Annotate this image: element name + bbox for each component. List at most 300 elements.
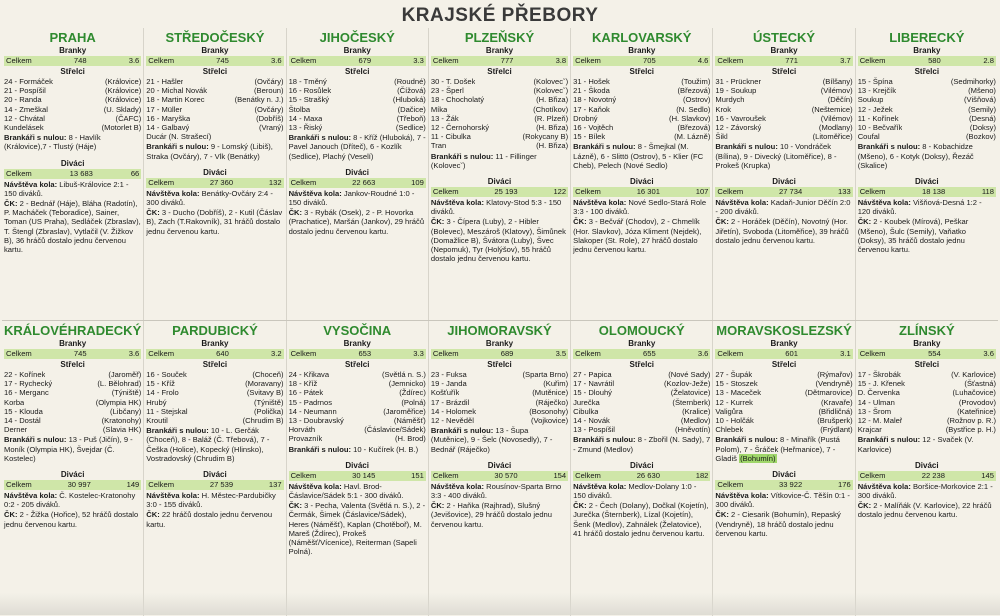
goals-average-value: 3.6 bbox=[983, 349, 994, 358]
scorer-row bbox=[146, 123, 283, 132]
scorer-name: 21 - Pospíšil bbox=[4, 86, 46, 96]
scorer-club: (Jaroměřice) bbox=[383, 406, 426, 416]
scorer-row bbox=[289, 77, 426, 86]
scorer-name: 16 - Vavroušek bbox=[715, 113, 766, 123]
red-cards-label: ČK: bbox=[715, 510, 729, 520]
red-cards-label: ČK: bbox=[430, 217, 445, 227]
spectators-total-line bbox=[431, 471, 568, 481]
scorers-heading: Střelci bbox=[60, 360, 85, 369]
spectators-total-value: 22 238 bbox=[921, 470, 945, 480]
spectators-total-value: 22 663 bbox=[352, 177, 376, 187]
scorer-row bbox=[4, 370, 141, 379]
goals-total-label: Celkem bbox=[432, 56, 459, 65]
scorer-club: (Beroun) bbox=[254, 86, 284, 96]
scorer-club: (Kolovecˇ) bbox=[533, 86, 569, 96]
spectators-heading: Diváci bbox=[60, 158, 85, 168]
spectators-average-value: 109 bbox=[411, 177, 424, 187]
scorer-name: 13 - Maceček bbox=[715, 388, 761, 398]
round-attendance-text: Návštěva kola: Havl. Brod-Čáslavice/Sádek 5:1 - 300 diváků. bbox=[288, 481, 404, 501]
scorer-club: (Vilémov) bbox=[820, 113, 853, 123]
scorer-name: 18 - Kříž bbox=[288, 379, 318, 389]
goals-total-label: Celkem bbox=[290, 349, 317, 358]
region-name: PARDUBICKÝ bbox=[172, 323, 258, 338]
scorer-name: 12 - Závorský bbox=[715, 123, 762, 133]
scorer-club: (H. Brod) bbox=[395, 434, 426, 444]
clean-sheets-text: Brankáři s nulou: 10 - Kučírek (H. B.) bbox=[288, 444, 419, 454]
scorer-club: (R. Plzeň) bbox=[534, 113, 569, 123]
scorer-row bbox=[146, 114, 283, 123]
goals-total-value: 580 bbox=[928, 56, 941, 65]
scorer-club: (U. Sklady) bbox=[103, 104, 142, 114]
goals-average-value: 3.2 bbox=[271, 349, 282, 358]
scorer-row bbox=[573, 370, 710, 379]
scorer-row bbox=[858, 388, 996, 397]
scorer-row bbox=[858, 95, 996, 104]
scorer-row bbox=[4, 105, 141, 114]
spectators-total-label: Celkem bbox=[859, 470, 886, 480]
region-column bbox=[571, 28, 713, 320]
scorers-heading: Střelci bbox=[202, 67, 228, 76]
scorer-club: (Březová) bbox=[677, 86, 711, 96]
scorer-row bbox=[858, 407, 996, 416]
scorer-club: (Dětmarovice) bbox=[805, 388, 853, 398]
scorer-club: (Vilémov) bbox=[820, 86, 853, 96]
scorer-club: (Bozkov) bbox=[966, 132, 996, 142]
region-column bbox=[713, 321, 855, 616]
clean-sheets-label: Brankáři s nulou: bbox=[146, 142, 209, 152]
spectators-heading: Diváci bbox=[203, 167, 227, 177]
goals-average-value: 3.6 bbox=[128, 349, 140, 358]
spectators-total-label: Celkem bbox=[432, 187, 459, 197]
scorer-club: (H. Břiza) bbox=[536, 141, 569, 151]
spectators-heading: Diváci bbox=[345, 167, 369, 177]
goals-total-label: Celkem bbox=[575, 349, 601, 358]
round-attendance-text: Návštěva kola: Benátky-Ovčáry 2:4 - 300 diváků. bbox=[146, 188, 273, 208]
scorer-row bbox=[431, 416, 568, 425]
scorer-name: 11 - Cibulka bbox=[430, 132, 471, 142]
scorer-row bbox=[4, 425, 141, 434]
clean-sheets-label: Brankáři s nulou: bbox=[146, 426, 209, 436]
red-cards-text: ČK: 2 - Ciesarik (Bohumín), Repaský (Vendryně), 18 hráčů dostalo jednu červenou kartu. bbox=[715, 510, 841, 538]
scorer-name: 13 - Žák bbox=[430, 113, 459, 123]
scorers-heading: Střelci bbox=[60, 67, 85, 76]
goals-average-value: 3.1 bbox=[840, 349, 851, 358]
scorer-name: 15 - Špína bbox=[857, 77, 893, 86]
scorer-row bbox=[715, 132, 852, 141]
scorer-club: (Polička) bbox=[254, 406, 284, 416]
scorer-name: 14 - Dostál bbox=[4, 416, 41, 426]
spectators-total-line bbox=[4, 169, 141, 179]
scorer-club: (Litoměřice) bbox=[812, 132, 853, 142]
scorer-club: (Kratonohy) bbox=[101, 416, 142, 426]
scorer-row bbox=[146, 370, 283, 379]
scorer-club: (Břidličná) bbox=[818, 406, 853, 416]
round-attendance-label: Návštěva kola: bbox=[288, 481, 342, 491]
scorer-club: (Rožnov p. R.) bbox=[947, 416, 996, 426]
scorer-name: 16 - Souček bbox=[146, 370, 187, 379]
clean-sheets-text: Brankáři s nulou: 8 - Kříž (Hluboká), 7 - Pavel Janouch (Dříteč), 6 - Kozlík (Sedlice), Plachý (Veselí) bbox=[288, 133, 426, 161]
goals-total-value: 748 bbox=[73, 56, 87, 65]
scorer-name: 10 - Holčák bbox=[715, 416, 754, 426]
scorer-name: Cibulka bbox=[573, 406, 599, 416]
scorer-name: 16 - Merganc bbox=[4, 388, 49, 398]
spectators-total-line bbox=[289, 178, 426, 188]
red-cards-text: ČK: 2 - Malíňák (V. Karlovice), 22 hráčů dostalo jednu červenou kartu. bbox=[857, 501, 992, 520]
goals-total-line bbox=[573, 56, 710, 66]
scorer-row bbox=[858, 425, 996, 434]
scorer-row bbox=[715, 95, 852, 104]
highlighted-club: (Bohumín) bbox=[740, 453, 776, 463]
scorer-club: (V. Karlovice) bbox=[951, 370, 996, 379]
goals-total-value: 689 bbox=[500, 349, 514, 358]
goals-average-value: 3.8 bbox=[555, 56, 567, 65]
region-name: ZLÍNSKÝ bbox=[899, 323, 955, 338]
region-row bbox=[2, 321, 998, 616]
scorer-name: Krajcar bbox=[857, 425, 882, 435]
scorer-club: (H. Břiza) bbox=[536, 95, 569, 105]
scorer-club: (Motorlet B) bbox=[101, 123, 142, 133]
spectators-average-value: 154 bbox=[553, 470, 567, 480]
scorer-name: 14 - Frolo bbox=[146, 388, 179, 398]
spectators-total-line bbox=[858, 187, 996, 197]
scorer-row bbox=[573, 398, 710, 407]
goals-total-label: Celkem bbox=[148, 56, 175, 65]
scorer-row bbox=[289, 416, 426, 425]
scorer-row bbox=[858, 105, 996, 114]
scorers-heading: Střelci bbox=[914, 360, 940, 369]
goals-total-label: Celkem bbox=[6, 56, 32, 65]
scorer-club: (Jaroměř) bbox=[108, 370, 142, 379]
scorer-row bbox=[858, 416, 996, 425]
clean-sheets-text: Brankáři s nulou: 8 - Minařík (Pustá Polom), 7 - Šráček (Heřmanice), 7 - Gladiš (Bohumín) bbox=[715, 435, 840, 463]
region-column bbox=[287, 28, 429, 320]
spectators-heading: Diváci bbox=[915, 460, 939, 470]
scorer-name: 14 - Galbavý bbox=[146, 123, 190, 133]
round-attendance-label: Návštěva kola: bbox=[573, 198, 627, 208]
scorer-club: (Bystřice p. H.) bbox=[945, 425, 996, 435]
round-attendance-label: Návštěva kola: bbox=[857, 481, 911, 491]
scorer-row bbox=[4, 388, 141, 397]
scorer-name: 17 - Škrobák bbox=[857, 370, 901, 379]
scorer-club: (Světlá n. S.) bbox=[381, 370, 426, 379]
round-attendance-label: Návštěva kola: bbox=[430, 198, 485, 208]
scorer-name: 22 - Kořínek bbox=[4, 370, 46, 379]
scorer-club: (Ovčáry) bbox=[254, 77, 284, 86]
goals-total-value: 705 bbox=[643, 56, 656, 65]
clean-sheets-label: Brankáři s nulou: bbox=[4, 435, 67, 445]
scorer-name: Provazník bbox=[288, 434, 323, 444]
scorers-heading: Střelci bbox=[914, 67, 940, 76]
scorer-name: Drobný bbox=[573, 113, 598, 123]
scorer-row bbox=[146, 379, 283, 388]
scorer-row bbox=[573, 95, 710, 104]
goals-heading: Branky bbox=[485, 339, 514, 348]
spectators-total-value: 26 630 bbox=[636, 470, 660, 480]
scorers-heading: Střelci bbox=[629, 67, 654, 76]
region-name: KRÁLOVÉHRADECKÝ bbox=[4, 323, 142, 338]
goals-total-line bbox=[431, 349, 568, 359]
region-column bbox=[144, 28, 286, 320]
spectators-total-label: Celkem bbox=[148, 480, 175, 490]
goals-total-label: Celkem bbox=[148, 349, 175, 358]
round-attendance-text: Návštěva kola: Vítkovice-Č. Těšín 0:1 - 300 diváků. bbox=[715, 491, 850, 510]
clean-sheets-text: Brankáři s nulou: 8 - Kobachidze (Mšeno), 6 - Kotyk (Doksy), Řezáč (Skalice) bbox=[857, 142, 974, 170]
round-attendance-text: Návštěva kola: Medlov-Dolany 1:0 - 150 diváků. bbox=[573, 481, 697, 501]
goals-average-value: 3.5 bbox=[555, 349, 567, 358]
scorer-name: 17 - Müller bbox=[146, 104, 183, 114]
scorer-row bbox=[146, 407, 283, 416]
goals-heading: Branky bbox=[770, 46, 798, 55]
scorer-row bbox=[4, 86, 141, 95]
goals-total-label: Celkem bbox=[717, 56, 744, 65]
scorer-row bbox=[431, 407, 568, 416]
scorer-name: Soukup bbox=[857, 95, 884, 105]
goals-heading: Branky bbox=[485, 46, 514, 55]
scorer-club: (Vojkovice) bbox=[530, 416, 569, 426]
scorer-club: (Kateřinice) bbox=[957, 406, 996, 416]
goals-total-line bbox=[715, 56, 852, 66]
scorer-club: (Doksy) bbox=[969, 123, 996, 133]
round-attendance-text: Návštěva kola: Rousínov-Sparta Brno 3:3 - 400 diváků. bbox=[430, 481, 562, 501]
scorer-name: 14 - Zmeškal bbox=[4, 104, 48, 114]
round-attendance-text: Návštěva kola: Klatovy-Stod 5:3 - 150 diváků. bbox=[430, 198, 562, 217]
region-name: VYSOČINA bbox=[323, 323, 392, 338]
goals-total-value: 640 bbox=[216, 349, 229, 358]
scorer-row bbox=[289, 398, 426, 407]
clean-sheets-label: Brankáři s nulou: bbox=[857, 142, 921, 152]
scorer-name: Derner bbox=[4, 425, 28, 435]
goals-total-label: Celkem bbox=[717, 349, 744, 358]
scorer-name: 12 - Ježek bbox=[857, 104, 893, 114]
scorer-club: (Moravany) bbox=[245, 379, 284, 389]
scorer-club: (Královice) bbox=[104, 86, 142, 96]
scorer-club: (Višňová) bbox=[964, 95, 996, 105]
scorer-name: 15 - J. Křenek bbox=[857, 379, 905, 389]
round-attendance-text: Návštěva kola: Boršice-Morkovice 2:1 - 300 diváků. bbox=[857, 481, 993, 501]
scorer-row bbox=[573, 114, 710, 123]
scorer-name: Kroutil bbox=[146, 416, 168, 426]
goals-total-label: Celkem bbox=[575, 56, 601, 65]
scorer-row bbox=[573, 123, 710, 132]
scorer-row bbox=[573, 388, 710, 397]
round-attendance-text: Návštěva kola: Nové Sedlo-Stará Role 3:3 - 100 diváků. bbox=[573, 198, 707, 217]
red-cards-label: ČK: bbox=[857, 217, 872, 227]
spectators-total-line bbox=[4, 480, 141, 490]
clean-sheets-label: Brankáři s nulou: bbox=[430, 426, 494, 436]
region-name: ÚSTECKÝ bbox=[752, 30, 816, 45]
round-attendance-text: Návštěva kola: Č. Kostelec-Kratonohy 0:2 - 205 diváků. bbox=[4, 491, 136, 510]
scorer-name: Ducár (N. Strašecí) bbox=[146, 132, 212, 142]
scorer-name: 15 - Klouda bbox=[4, 406, 43, 416]
scorer-row bbox=[431, 388, 568, 397]
spectators-average-value: 133 bbox=[838, 187, 851, 197]
scorer-row bbox=[146, 86, 283, 95]
scorer-name: 31 - Hošek bbox=[573, 77, 610, 86]
spectators-total-label: Celkem bbox=[432, 470, 459, 480]
scorer-club: (Chrudim B) bbox=[242, 416, 284, 426]
region-column bbox=[713, 28, 855, 320]
scorer-club: (Královice) bbox=[104, 95, 142, 105]
round-attendance-label: Návštěva kola: bbox=[573, 481, 627, 491]
red-cards-text: ČK: 2 - Žižka (Hořice), 52 hráčů dostalo jednu červenou kartu. bbox=[4, 510, 139, 529]
scorers-heading: Střelci bbox=[487, 360, 512, 369]
scorer-row bbox=[289, 434, 426, 443]
scorer-name: 16 - Vojtěch bbox=[573, 123, 614, 133]
scorer-name: 21 - Škoda bbox=[573, 86, 610, 96]
clean-sheets-text: Brankáři s nulou: 13 - Puš (Jičín), 9 - Moník (Olympia HK), Švejdar (Č. Kostelec) bbox=[4, 435, 133, 463]
goals-total-line bbox=[858, 349, 996, 359]
spectators-heading: Diváci bbox=[203, 470, 227, 480]
goals-total-value: 771 bbox=[785, 56, 798, 65]
clean-sheets-label: Brankáři s nulou: bbox=[573, 435, 636, 445]
scorer-row bbox=[715, 425, 852, 434]
round-attendance-text: Návštěva kola: H. Městec-Pardubičky 3:0 - 155 diváků. bbox=[146, 491, 276, 510]
clean-sheets-label: Brankáři s nulou: bbox=[430, 151, 494, 161]
clean-sheets-label: Brankáři s nulou: bbox=[857, 435, 921, 445]
scorer-name: 30 - T. Došek bbox=[430, 77, 476, 86]
red-cards-text: ČK: 2 - Haňka (Rajhrad), Slušný (Jevišovice), 29 hráčů dostalo jednu červenou kartu. bbox=[430, 501, 552, 529]
spectators-average-value: 122 bbox=[553, 187, 567, 197]
scorer-club: (Jemnicko) bbox=[388, 379, 426, 389]
goals-total-line bbox=[146, 56, 283, 66]
scorer-name: 23 - Fuksa bbox=[430, 370, 467, 379]
red-cards-label: ČK: bbox=[715, 217, 729, 227]
scorer-name: Tran bbox=[430, 141, 447, 151]
spectators-heading: Diváci bbox=[629, 177, 654, 187]
scorer-name: 19 - Soukup bbox=[715, 86, 757, 96]
goals-total-line bbox=[858, 56, 996, 66]
red-cards-text: ČK: 3 - Čípera (Luby), 2 - Hibler (Bolevec), Meszároš (Klatovy), Šimůnek (Domažlice B), Švátora (Luby), Švec (Nepomuk), Tyr (Holýšov), 55 hráčů dostalo jednu červenou kartu. bbox=[430, 217, 566, 264]
red-cards-text: ČK: 2 - Čech (Dolany), Dočkal (Kojetín), Jurečka (Šternberk), Lízal (Kojetín), Šenk (Medlov), Zahnálek (Želatovice), 41 hráčů dostalo jednu červenou kartu. bbox=[573, 501, 709, 538]
goals-heading: Branky bbox=[770, 339, 798, 348]
scorer-club: (Polná) bbox=[401, 397, 426, 407]
scorer-name: 14 - Neumann bbox=[288, 406, 337, 416]
scorer-row bbox=[715, 379, 852, 388]
scorers-heading: Střelci bbox=[202, 360, 228, 369]
region-name: MORAVSKOSLEZSKÝ bbox=[716, 323, 852, 338]
scorer-name: 17 - Rychecký bbox=[4, 379, 53, 389]
spectators-total-line bbox=[715, 187, 852, 197]
scorer-name: 23 - Šperl bbox=[430, 86, 464, 96]
region-name: PRAHA bbox=[49, 30, 96, 45]
goals-total-value: 679 bbox=[358, 56, 372, 65]
spectators-total-label: Celkem bbox=[575, 187, 601, 197]
scorer-name: 15 - Kříž bbox=[146, 379, 175, 389]
scorer-name: D. Červenka bbox=[857, 388, 900, 398]
scorer-club: (Děčín) bbox=[827, 95, 853, 105]
round-attendance-text: Návštěva kola: Jankov-Roudné 1:0 - 150 diváků. bbox=[288, 188, 415, 208]
region-column bbox=[144, 321, 286, 616]
scorer-name: 19 - Janda bbox=[430, 379, 467, 389]
spectators-total-line bbox=[573, 471, 710, 481]
scorer-row bbox=[431, 123, 568, 132]
spectators-average-value: 137 bbox=[268, 480, 282, 490]
scorer-name: 13 - Pospíšil bbox=[573, 425, 615, 435]
goals-total-value: 777 bbox=[500, 56, 514, 65]
scorer-row bbox=[146, 388, 283, 397]
goals-heading: Branky bbox=[59, 339, 87, 348]
spectators-average-value: 151 bbox=[411, 470, 424, 480]
region-column bbox=[2, 28, 144, 320]
scorer-name: Míka bbox=[430, 104, 448, 114]
scorer-name: 13 - Doubravský bbox=[288, 416, 344, 426]
scorer-name: 17 - Kaňok bbox=[573, 104, 610, 114]
scorer-club: (Šternberk) bbox=[672, 397, 711, 407]
spectators-average-value: 132 bbox=[268, 177, 282, 187]
goals-total-value: 745 bbox=[216, 56, 229, 65]
goals-average-value: 2.8 bbox=[983, 56, 994, 65]
scorer-club: (Svitavy B) bbox=[246, 388, 284, 398]
spectators-total-label: Celkem bbox=[859, 187, 886, 197]
scorer-row bbox=[431, 379, 568, 388]
scorer-club: (Březová) bbox=[677, 123, 711, 133]
scorer-row bbox=[715, 398, 852, 407]
scorers-heading: Střelci bbox=[629, 360, 654, 369]
spectators-average-value: 176 bbox=[838, 480, 851, 490]
spectators-total-value: 30 145 bbox=[352, 470, 376, 480]
spectators-total-line bbox=[715, 480, 852, 490]
goals-heading: Branky bbox=[913, 46, 941, 55]
scorer-club: (Modlany) bbox=[818, 123, 853, 133]
round-attendance-label: Návštěva kola: bbox=[4, 179, 58, 189]
scorer-club: (Královice) bbox=[104, 77, 142, 86]
scorer-row bbox=[858, 370, 996, 379]
scorer-club: (Benátky n. J.) bbox=[234, 95, 284, 105]
scorer-row bbox=[573, 379, 710, 388]
scorer-name: Šikl bbox=[715, 132, 728, 142]
clean-sheets-label: Brankáři s nulou: bbox=[288, 133, 352, 143]
goals-average-value: 3.6 bbox=[697, 349, 709, 358]
scorer-club: (Mutěnice) bbox=[532, 388, 569, 398]
scorer-name: 10 - Bečvařík bbox=[857, 123, 903, 133]
goals-heading: Branky bbox=[59, 46, 87, 55]
scorer-name: Coufal bbox=[857, 132, 880, 142]
round-attendance-label: Návštěva kola: bbox=[146, 188, 200, 198]
scorer-row bbox=[4, 379, 141, 388]
clean-sheets-label: Brankáři s nulou: bbox=[4, 133, 67, 143]
scorer-row bbox=[146, 416, 283, 425]
round-attendance-text: Návštěva kola: Višňová-Desná 1:2 - 120 diváků. bbox=[857, 198, 982, 217]
scorer-club: (Týniště) bbox=[111, 388, 142, 398]
scorer-club: (Sedmihorky) bbox=[950, 77, 996, 86]
scorer-club: (Chotíkov) bbox=[533, 104, 569, 114]
scorer-row bbox=[4, 114, 141, 123]
scorer-name: Horváth bbox=[288, 425, 316, 435]
spectators-average-value: 149 bbox=[126, 480, 140, 490]
scorer-name: 24 - Formáček bbox=[4, 77, 53, 86]
scorer-club: (Sedlice) bbox=[395, 123, 426, 133]
scorer-row bbox=[289, 425, 426, 434]
red-cards-label: ČK: bbox=[288, 501, 303, 511]
scorer-club: (N. Sedlo) bbox=[676, 104, 711, 114]
spectators-total-line bbox=[431, 187, 568, 197]
scorer-name: 15 - Strašký bbox=[288, 95, 330, 105]
scorer-name: 11 - Stejskal bbox=[146, 406, 188, 416]
round-attendance-label: Návštěva kola: bbox=[430, 481, 485, 491]
scorer-name: 13 - Šrom bbox=[857, 406, 892, 416]
scorer-name: 12 - Černohorský bbox=[430, 123, 490, 133]
region-name: JIHOMORAVSKÝ bbox=[447, 323, 552, 338]
scorer-row bbox=[431, 105, 568, 114]
scorers-heading: Střelci bbox=[344, 67, 370, 76]
scorer-row bbox=[146, 105, 283, 114]
clean-sheets-text: Brankáři s nulou: 8 - Zbořil (N. Sady), 7 - Zmund (Medlov) bbox=[573, 435, 711, 454]
scorer-club: (Desná) bbox=[968, 113, 996, 123]
scorer-name: 18 - Novotný bbox=[573, 95, 617, 105]
goals-total-label: Celkem bbox=[6, 349, 32, 358]
round-attendance-label: Návštěva kola: bbox=[146, 491, 200, 501]
scorer-club: (Bílšany) bbox=[822, 77, 853, 86]
